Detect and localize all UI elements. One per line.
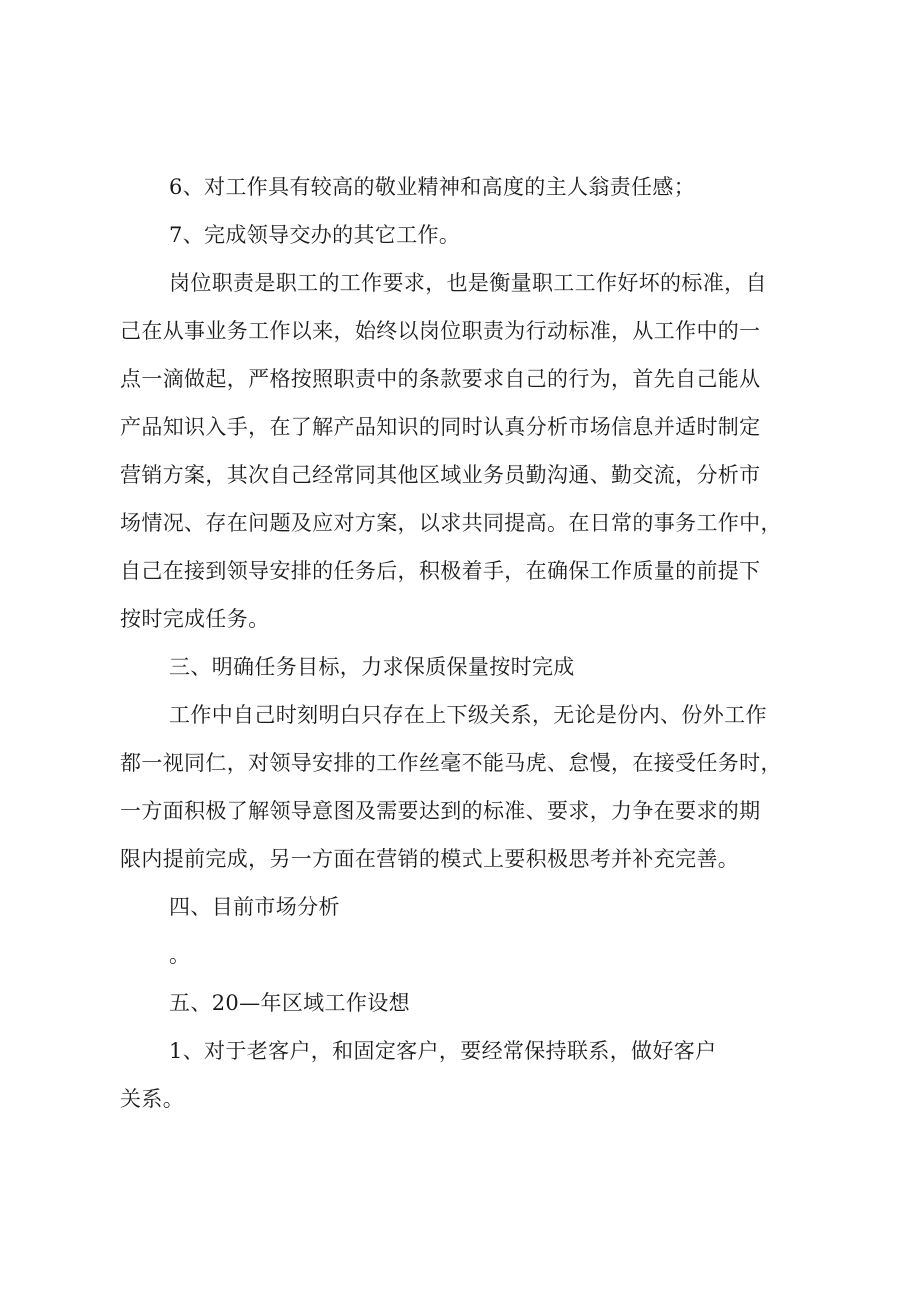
paragraph-line: 按时完成任务。: [120, 607, 270, 631]
section-heading-4: 四、目前市场分析: [169, 895, 340, 919]
paragraph-line: 点一滴做起，严格按照职责中的条款要求自己的行为，首先自己能从: [120, 367, 761, 391]
empty-content-mark: 。: [169, 943, 191, 967]
paragraph-line: 营销方案，其次自己经常同其他区域业务员勤沟通、勤交流，分析市: [120, 463, 761, 487]
paragraph-line: 都一视同仁，对领导安排的工作丝毫不能马虎、怠慢，在接受任务时，: [120, 751, 782, 775]
paragraph-line: 自己在接到领导安排的任务后，积极着手，在确保工作质量的前提下: [120, 559, 761, 583]
paragraph-line: 一方面积极了解领导意图及需要达到的标准、要求，力争在要求的期: [120, 799, 761, 823]
list-item-continuation: 关系。: [120, 1087, 185, 1111]
list-item-7: 7、完成领导交办的其它工作。: [169, 223, 461, 247]
paragraph-line: 岗位职责是职工的工作要求，也是衡量职工工作好坏的标准，自: [169, 271, 767, 295]
paragraph-line: 己在从事业务工作以来，始终以岗位职责为行动标准，从工作中的一: [120, 319, 761, 343]
paragraph-line: 工作中自己时刻明白只存在上下级关系，无论是份内、份外工作: [169, 703, 767, 727]
list-item-1: 1、对于老客户，和固定客户，要经常保持联系，做好客户: [169, 1039, 717, 1063]
section-heading-5: 五、20—年区域工作设想: [169, 991, 410, 1015]
paragraph-line: 场情况、存在问题及应对方案，以求共同提高。在日常的事务工作中，: [120, 511, 782, 535]
paragraph-line: 产品知识入手，在了解产品知识的同时认真分析市场信息并适时制定: [120, 415, 761, 439]
paragraph-line: 限内提前完成，另一方面在营销的模式上要积极思考并补充完善。: [120, 847, 740, 871]
list-item-6: 6、对工作具有较高的敬业精神和高度的主人翁责任感；: [169, 175, 696, 199]
section-heading-3: 三、明确任务目标，力求保质保量按时完成: [169, 655, 575, 679]
